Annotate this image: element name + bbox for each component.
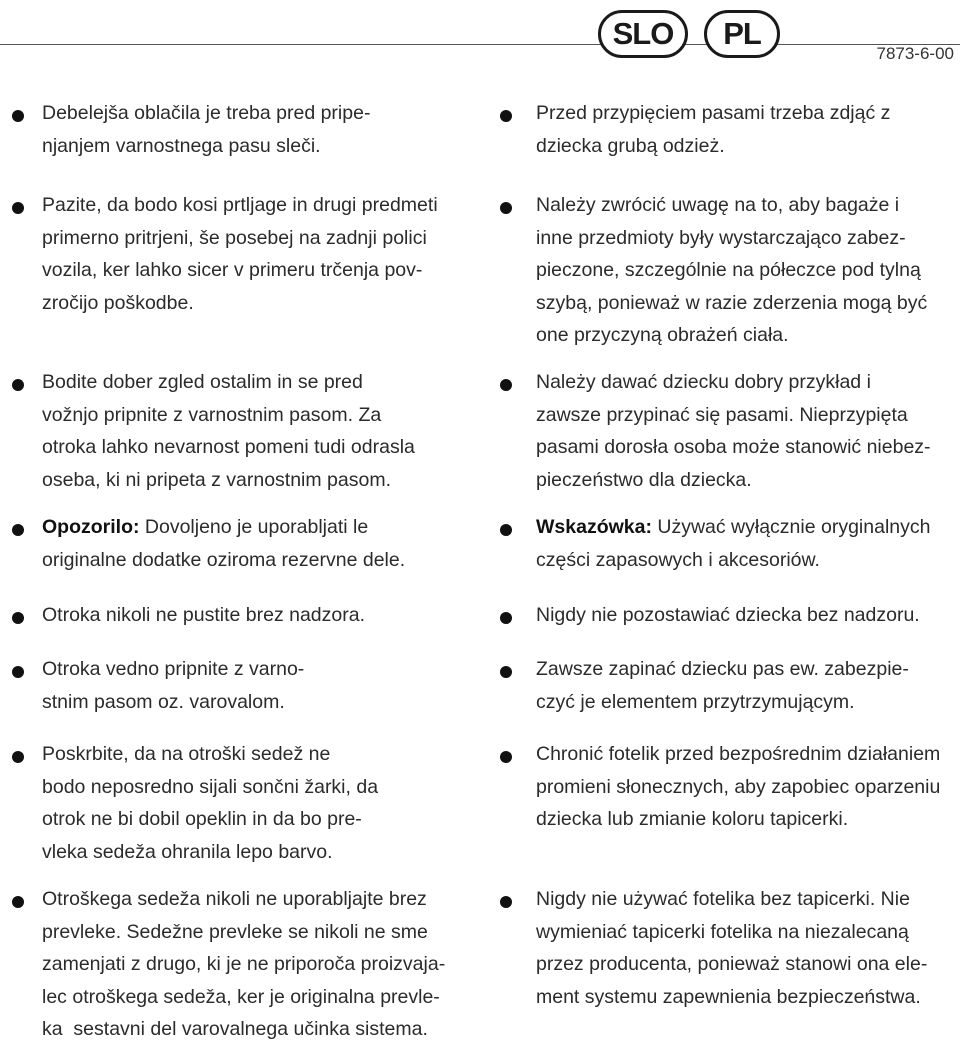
language-badge-slo: SLO — [598, 10, 688, 58]
bullet-icon — [12, 896, 24, 908]
document-code: 7873-6-00 — [876, 44, 954, 63]
note-text: Używać wyłącznie oryginalnych części zapasowych i akcesoriów. — [536, 516, 931, 571]
list-item-text: Nigdy nie używać fotelika bez tapicerki. Nie wymieniać tapicerki fotelika na niezalecaną przez producenta, ponieważ stanowi ona ele- ment systemu zapewnienia bezpieczeństwa. — [536, 888, 928, 1008]
bullet-icon — [12, 379, 24, 391]
list-item-text: Pazite, da bodo kosi prtljage in drugi predmeti primerno pritrjeni, še posebej na zadnji polici vozila, ker lahko sicer v primeru trčenja pov- zročijo poškodbe. — [42, 194, 438, 314]
list-item-text: Zawsze zapinać dziecku pas ew. zabezpie- czyć je elementem przytrzymującym. — [536, 658, 909, 713]
bullet-icon — [500, 379, 512, 391]
list-item-text: Nigdy nie pozostawiać dziecka bez nadzoru. — [536, 604, 920, 626]
bullet-icon — [12, 612, 24, 624]
list-item-text: Poskrbite, da na otroški sedež ne bodo neposredno sijali sončni žarki, da otrok ne bi dobil opeklin in da bo pre- vleka sedeža ohranila lepo barvo. — [42, 743, 379, 863]
language-badge-pl: PL — [704, 10, 780, 58]
list-item-text: Przed przypięciem pasami trzeba zdjąć z dziecka grubą odzież. — [536, 102, 891, 157]
note-label: Wskazówka: — [536, 516, 652, 538]
list-item-text: Otroškega sedeža nikoli ne uporabljajte brez prevleke. Sedežne prevleke se nikoli ne sme zamenjati z drugo, ki je ne priporoča proizvaja- lec otroškega sedeža, ker je originalna prevle- ka sestavni del varovalnega učinka sistema. — [42, 888, 446, 1040]
list-item-text: Należy zwrócić uwagę na to, aby bagaże i inne przedmioty były wystarczająco zabez- pieczone, szczególnie na półeczce pod tylną szybą, ponieważ w razie zderzenia mogą być one przyczyną obrażeń ciała. — [536, 194, 928, 346]
bullet-icon — [500, 666, 512, 678]
bullet-icon — [12, 666, 24, 678]
bullet-icon — [500, 751, 512, 763]
list-item-text — [42, 511, 480, 576]
list-item-text: Otroka vedno pripnite z varno- stnim pasom oz. varovalom. — [42, 658, 305, 713]
list-item-text: Należy dawać dziecku dobry przykład i zawsze przypinać się pasami. Nieprzypięta pasami dorosła osoba może stanowić niebez- pieczeństwo dla dziecka. — [536, 371, 931, 491]
bullet-icon — [500, 524, 512, 536]
list-item-text: Otroka nikoli ne pustite brez nadzora. — [42, 604, 366, 626]
list-item-text: Debelejša oblačila je treba pred pripe- njanjem varnostnega pasu sleči. — [42, 102, 371, 157]
bullet-icon — [12, 751, 24, 763]
bullet-icon — [12, 202, 24, 214]
list-item-text — [536, 511, 960, 576]
list-item-text: Chronić fotelik przed bezpośrednim działaniem promieni słonecznych, aby zapobiec oparzeniu dziecka lub zmianie koloru tapicerki. — [536, 743, 941, 830]
warning-text: Dovoljeno je uporabljati le originalne dodatke oziroma rezervne dele. — [42, 516, 406, 571]
list-item-text: Bodite dober zgled ostalim in se pred vožnjo pripnite z varnostnim pasom. Za otroka lahko nevarnost pomeni tudi odrasla oseba, ki ni pripeta z varnostnim pasom. — [42, 371, 415, 491]
bullet-icon — [12, 524, 24, 536]
warning-label: Opozorilo: — [42, 516, 140, 538]
bullet-icon — [500, 202, 512, 214]
bullet-icon — [500, 612, 512, 624]
bullet-icon — [500, 110, 512, 122]
bullet-icon — [12, 110, 24, 122]
header-rule — [0, 44, 960, 45]
bullet-icon — [500, 896, 512, 908]
